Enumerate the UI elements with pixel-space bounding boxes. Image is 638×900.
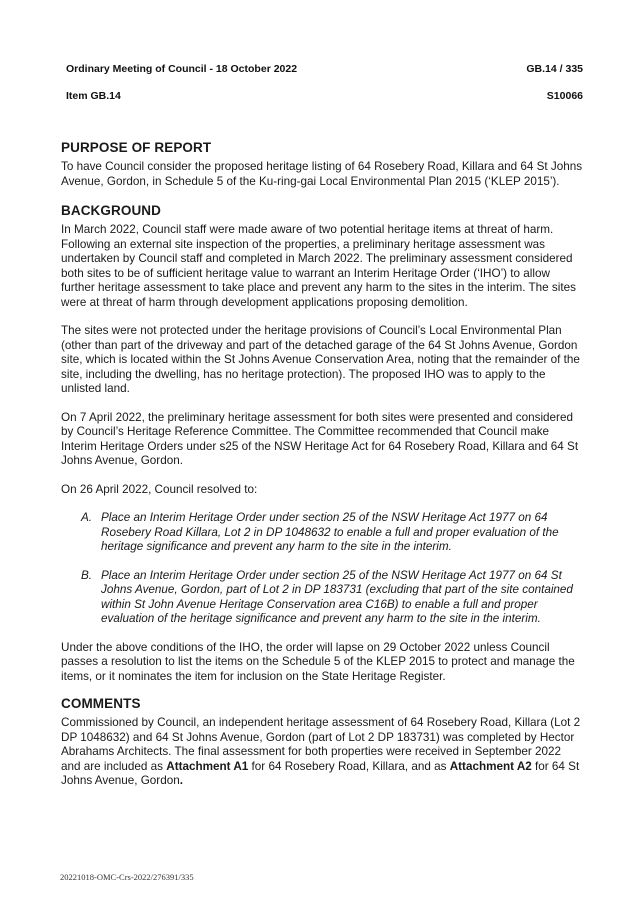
- resolution-item: [61, 511, 583, 555]
- resolution-marker: B.: [81, 568, 93, 582]
- item-number: Item GB.14: [66, 90, 121, 102]
- comments-section: [61, 696, 583, 789]
- resolution-text: Place an Interim Heritage Order under section 25 of the NSW Heritage Act 1977 on 64 St Johns Avenue, Gordon, part of Lot 2 in DP 183731 (excluding that part of the site contained within St John Avenue Heritage Conservation area C16B) to enable a full and proper evaluation of the heritage significance and prevent any harm to the site in the interim.: [101, 568, 573, 625]
- resolution-list: [61, 511, 583, 627]
- file-reference: S10066: [546, 90, 583, 102]
- background-paragraph: On 26 April 2022, Council resolved to:: [61, 482, 258, 496]
- background-paragraph: On 7 April 2022, the preliminary heritage assessment for both sites were presented and considered by Council’s Heritage Reference Committee. The Committee recommended that Council make Interim Heritage Orders under s25 of the NSW Heritage Act for 64 Rosebery Road, Killara and 64 St Johns Avenue, Gordon.: [61, 410, 579, 467]
- sentence-end: .: [179, 774, 183, 787]
- background-section: [61, 203, 583, 684]
- comments-text: Commissioned by Council, an independent heritage assessment of 64 Rosebery Road, Killara (Lot 2 DP 1048632) and 64 St Johns Avenue, Gordon (part of Lot 2 DP 183731) was completed by Hector Abrahams Architects. The final assessment for both properties were received in September 2022 and are included as: [61, 716, 581, 773]
- background-paragraph: The sites were not protected under the heritage provisions of Council’s Local Environmental Plan (other than part of the driveway and part of the detached garage of the 64 St Johns Avenue, Gordon site, which is located within the St Johns Avenue Conservation Area, noting that the remainder of the site, including the dwelling, has no heritage protection). The proposed IHO was to apply to the unlisted land.: [61, 324, 580, 395]
- document-reference-footer: 20221018-OMC-Crs-2022/276391/335: [60, 872, 194, 882]
- purpose-heading: PURPOSE OF REPORT: [61, 140, 212, 155]
- background-heading: BACKGROUND: [61, 203, 161, 218]
- resolution-item: [61, 569, 583, 627]
- resolution-text: Place an Interim Heritage Order under section 25 of the NSW Heritage Act 1977 on 64 Rosebery Road Killara, Lot 2 in DP 1048632 to enable a full and proper evaluation of the heritage significance and prevent any harm to the site in the interim.: [101, 511, 559, 553]
- purpose-section: [61, 140, 583, 189]
- page-reference: GB.14 / 335: [526, 63, 583, 75]
- background-paragraph: In March 2022, Council staff were made aware of two potential heritage items at threat of harm. Following an external site inspection of the properties, a preliminary heritage assessment was undertaken by Council staff and completed in March 2022. The preliminary assessment considered both sites to be of sufficient heritage value to warrant an Interim Heritage Order (‘IHO’) to allow further heritage assessment to take place and prevent any harm to the sites in the interim. The sites were at threat of harm through development applications proposing demolition.: [61, 223, 576, 309]
- comments-text: for 64 St Johns Avenue, Gordon: [61, 759, 580, 787]
- resolution-marker: A.: [81, 511, 93, 524]
- comments-paragraph: [61, 716, 583, 789]
- purpose-text: To have Council consider the proposed heritage listing of 64 Rosebery Road, Killara and 64 St Johns Avenue, Gordon, in Schedule 5 of the Ku-ring-gai Local Environmental Plan 2015 (‘KLEP 2015’).: [61, 160, 583, 188]
- meeting-title: Ordinary Meeting of Council - 18 October 2022: [66, 63, 298, 75]
- report-body: [61, 140, 583, 803]
- attachment-a1-reference: Attachment A1: [166, 759, 249, 773]
- comments-heading: COMMENTS: [61, 696, 141, 711]
- background-paragraph: Under the above conditions of the IHO, the order will lapse on 29 October 2022 unless Council passes a resolution to list the items on the Schedule 5 of the KLEP 2015 to protect and manage the items, or it nominates the item for inclusion on the State Heritage Register.: [61, 640, 575, 683]
- attachment-a2-reference: Attachment A2: [449, 759, 532, 773]
- comments-text: for 64 Rosebery Road, Killara, and as: [248, 759, 450, 773]
